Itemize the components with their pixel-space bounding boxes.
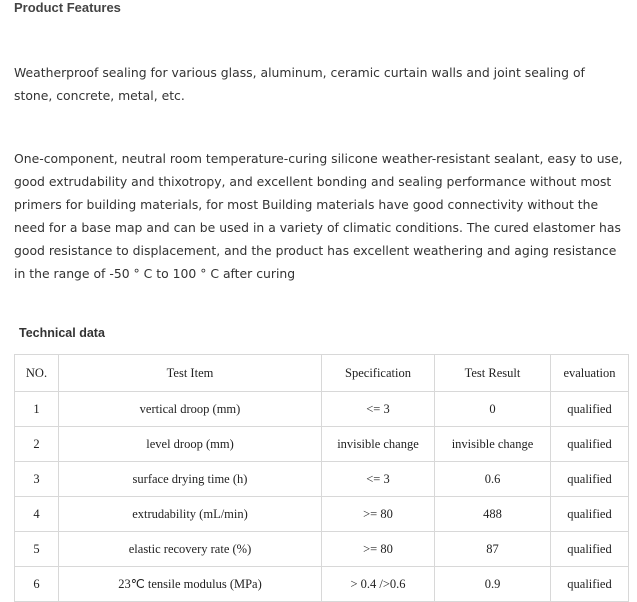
table-row — [15, 532, 629, 567]
cell-no: 5 — [15, 532, 59, 567]
technical-data-table — [14, 354, 629, 602]
cell-specification: <= 3 — [322, 392, 435, 427]
cell-test-item: elastic recovery rate (%) — [59, 532, 322, 567]
cell-test-item: extrudability (mL/min) — [59, 497, 322, 532]
cell-no: 1 — [15, 392, 59, 427]
header-evaluation: evaluation — [551, 355, 629, 392]
cell-test-item: level droop (mm) — [59, 427, 322, 462]
table-row — [15, 567, 629, 602]
table-row — [15, 497, 629, 532]
cell-evaluation: qualified — [551, 427, 629, 462]
table-row — [15, 462, 629, 497]
cell-specification: <= 3 — [322, 462, 435, 497]
cell-test-item: vertical droop (mm) — [59, 392, 322, 427]
cell-specification: >= 80 — [322, 497, 435, 532]
header-test-result: Test Result — [435, 355, 551, 392]
cell-evaluation: qualified — [551, 462, 629, 497]
features-paragraph-1: Weatherproof sealing for various glass, aluminum, ceramic curtain walls and joint sealing of stone, concrete, metal, etc. — [14, 65, 585, 103]
header-specification: Specification — [322, 355, 435, 392]
cell-no: 3 — [15, 462, 59, 497]
cell-test-result: 87 — [435, 532, 551, 567]
cell-specification: > 0.4 />0.6 — [322, 567, 435, 602]
cell-evaluation: qualified — [551, 567, 629, 602]
cell-specification: >= 80 — [322, 532, 435, 567]
cell-evaluation: qualified — [551, 532, 629, 567]
cell-no: 6 — [15, 567, 59, 602]
cell-evaluation: qualified — [551, 392, 629, 427]
cell-test-result: 0 — [435, 392, 551, 427]
features-paragraph-2: One-component, neutral room temperature-curing silicone weather-resistant sealant, easy to use, good extrudability and thixotropy, and excellent bonding and sealing performance without most primers for building materials, for most Building materials have good connectivity without the need for a base map and can be used in a variety of climatic conditions. The cured elastomer has good resistance to displacement, and the product has excellent weathering and aging resistance in the range of -50 ° C to 100 ° C after curing — [14, 151, 623, 281]
cell-no: 2 — [15, 427, 59, 462]
cell-evaluation: qualified — [551, 497, 629, 532]
table-header-row — [15, 355, 629, 392]
cell-no: 4 — [15, 497, 59, 532]
cell-specification: invisible change — [322, 427, 435, 462]
cell-test-result: 0.9 — [435, 567, 551, 602]
technical-data-title: Technical data — [19, 326, 105, 340]
header-no: NO. — [15, 355, 59, 392]
header-test-item: Test Item — [59, 355, 322, 392]
product-features-heading: Product Features — [14, 0, 121, 15]
cell-test-result: 488 — [435, 497, 551, 532]
cell-test-result: 0.6 — [435, 462, 551, 497]
cell-test-item: 23℃ tensile modulus (MPa) — [59, 567, 322, 602]
cell-test-item: surface drying time (h) — [59, 462, 322, 497]
table-row — [15, 392, 629, 427]
cell-test-result: invisible change — [435, 427, 551, 462]
table-row — [15, 427, 629, 462]
